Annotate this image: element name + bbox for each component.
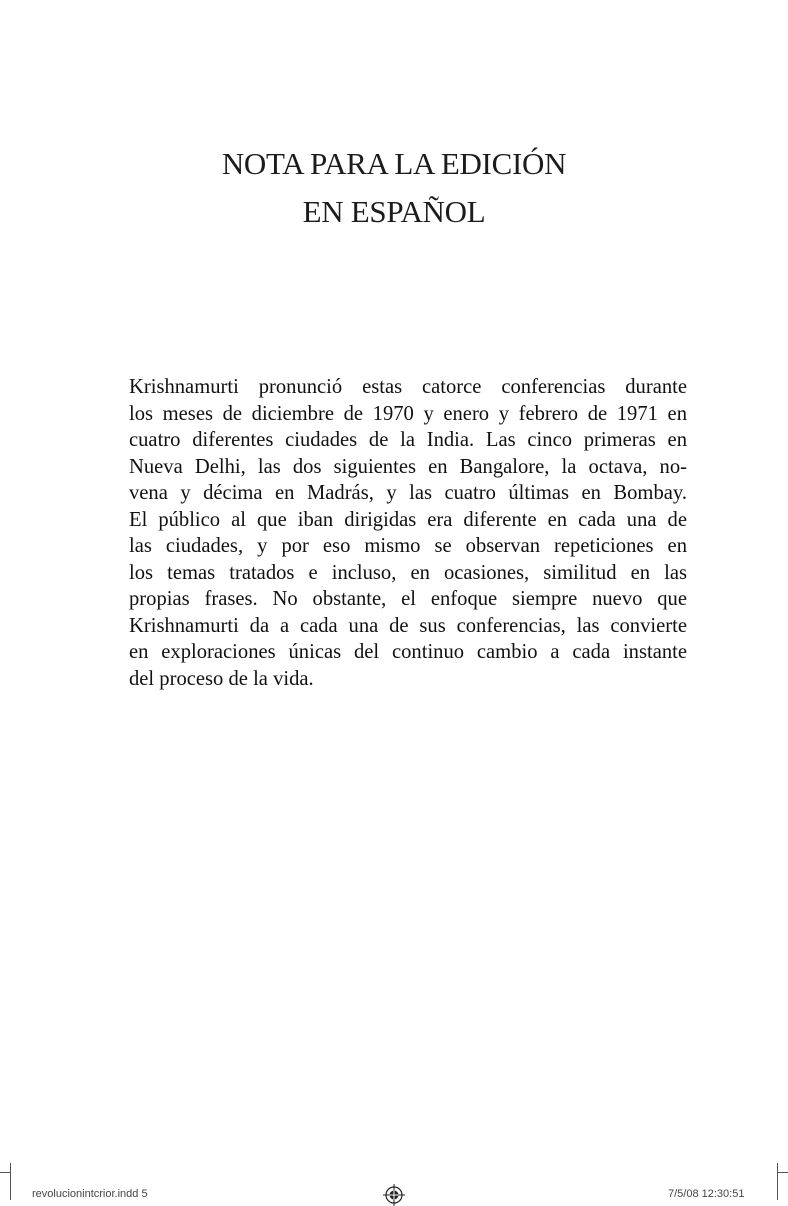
- crop-mark-left-horizontal: [0, 1172, 10, 1173]
- slug-filename: revolucionintcrior.indd 5: [32, 1188, 148, 1200]
- body-paragraph: [129, 374, 687, 692]
- paragraph-line: Krishnamurti pronunció estas catorce conferencias durante: [129, 376, 687, 398]
- paragraph-line: los meses de diciembre de 1970 y enero y febrero de 1971 en: [129, 402, 687, 425]
- crop-mark-left-vertical: [10, 1163, 11, 1200]
- title-line-2: EN ESPAÑOL: [302, 194, 486, 229]
- registration-target-icon: [383, 1184, 405, 1206]
- paragraph-line: las ciudades, y por eso mismo se observan repeticiones en: [129, 535, 687, 557]
- paragraph-line: del proceso de la vida.: [129, 667, 314, 690]
- crop-mark-right-horizontal: [778, 1172, 788, 1173]
- paragraph-line: El público al que iban dirigidas era diferente en cada una de: [129, 508, 687, 531]
- paragraph-line: vena y décima en Madrás, y las cuatro últimas en Bombay.: [129, 482, 687, 504]
- slug-timestamp: 7/5/08 12:30:51: [668, 1188, 745, 1200]
- paragraph-line: Nueva Delhi, las dos siguientes en Bangalore, la octava, no-: [129, 455, 687, 478]
- paragraph-line: Krishnamurti da a cada una de sus conferencias, las convierte: [129, 614, 687, 637]
- title-line-1: NOTA PARA LA EDICIÓN: [221, 146, 567, 181]
- crop-mark-right-vertical: [777, 1163, 778, 1200]
- page-title: [0, 140, 788, 236]
- paragraph-line: cuatro diferentes ciudades de la India. Las cinco primeras en: [129, 429, 687, 451]
- paragraph-line: los temas tratados e incluso, en ocasiones, similitud en las: [129, 561, 687, 584]
- paragraph-line: propias frases. No obstante, el enfoque siempre nuevo que: [129, 588, 687, 610]
- paragraph-line: en exploraciones únicas del continuo cambio a cada instante: [129, 641, 687, 663]
